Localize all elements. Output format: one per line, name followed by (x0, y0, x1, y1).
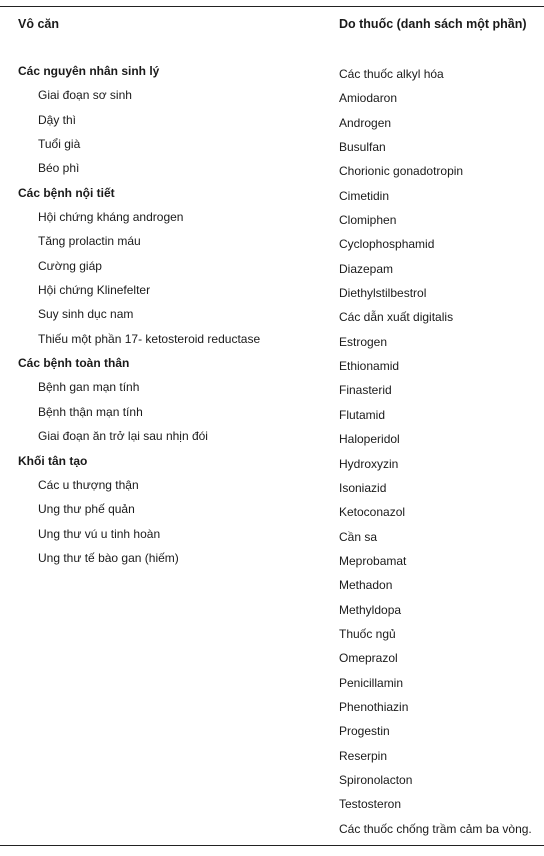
list-item: Cimetidin (339, 188, 390, 203)
bottom-rule (0, 845, 544, 846)
list-item: Finasterid (339, 383, 392, 398)
list-item: Ung thư tế bào gan (hiếm) (38, 550, 179, 565)
list-item: Giai đoạn sơ sinh (38, 88, 132, 103)
list-item: Phenothiazin (339, 699, 409, 714)
list-item: Ketoconazol (339, 505, 406, 520)
list-item: Diethylstilbestrol (339, 286, 427, 301)
left-column-header: Vô căn (18, 17, 59, 31)
list-item: Hydroxyzin (339, 456, 399, 471)
list-item: Methadon (339, 578, 393, 593)
top-rule (0, 6, 544, 7)
list-item: Béo phì (38, 161, 80, 176)
left-column-list (0, 62, 260, 573)
list-item: Các thuốc alkyl hóa (339, 67, 444, 81)
list-item: Amiodaron (339, 91, 398, 106)
list-item: Androgen (339, 115, 392, 130)
list-item: Testosteron (339, 797, 402, 812)
group-title: Các bệnh nội tiết (18, 185, 115, 200)
list-item: Các dẫn xuất digitalis (339, 310, 454, 325)
list-item: Omeprazol (339, 651, 398, 666)
group-title: Các bệnh toàn thân (18, 356, 130, 371)
list-item: Các thuốc chống trầm cảm ba vòng. (339, 821, 532, 836)
right-column-header: Do thuốc (danh sách một phần) (339, 17, 527, 31)
list-item: Methyldopa (339, 602, 402, 617)
list-item: Thuốc ngủ (339, 626, 396, 641)
list-item: Giai đoạn ăn trở lại sau nhịn đói (38, 429, 208, 444)
list-item: Reserpin (339, 748, 388, 763)
list-item: Hội chứng kháng androgen (38, 210, 184, 225)
list-item: Cần sa (339, 529, 378, 544)
list-item: Isoniazid (339, 480, 387, 495)
list-item: Ethionamid (339, 359, 400, 374)
list-item: Dậy thì (38, 112, 77, 127)
list-item: Thiếu một phần 17- ketosteroid reductase (38, 331, 261, 346)
list-item: Cyclophosphamid (339, 237, 435, 252)
list-item: Haloperidol (339, 432, 400, 447)
list-item: Clomiphen (339, 213, 397, 228)
list-item: Bệnh gan mạn tính (38, 380, 140, 395)
list-item: Ung thư phế quản (38, 502, 135, 517)
list-item: Progestin (339, 724, 390, 739)
list-item: Chorionic gonadotropin (339, 164, 464, 179)
list-item: Penicillamin (339, 675, 404, 690)
list-item: Diazepam (339, 261, 394, 276)
group-title: Khối tân tạo (18, 453, 88, 468)
list-item: Suy sinh dục nam (38, 307, 134, 322)
list-item: Hội chứng Klinefelter (38, 283, 151, 298)
list-item: Cường giáp (38, 258, 102, 273)
list-item: Meprobamat (339, 553, 407, 568)
list-item: Bệnh thận mạn tính (38, 404, 143, 419)
list-item: Spironolacton (339, 772, 413, 787)
list-item: Flutamid (339, 407, 386, 422)
list-item: Ung thư vú u tinh hoàn (38, 526, 161, 541)
right-column-list (339, 65, 532, 844)
list-item: Các u thượng thận (38, 477, 139, 492)
list-item: Tuổi già (38, 137, 81, 152)
list-item: Tăng prolactin máu (38, 234, 141, 249)
group-title: Các nguyên nhân sinh lý (18, 64, 160, 78)
list-item: Estrogen (339, 334, 388, 349)
list-item: Busulfan (339, 140, 386, 155)
